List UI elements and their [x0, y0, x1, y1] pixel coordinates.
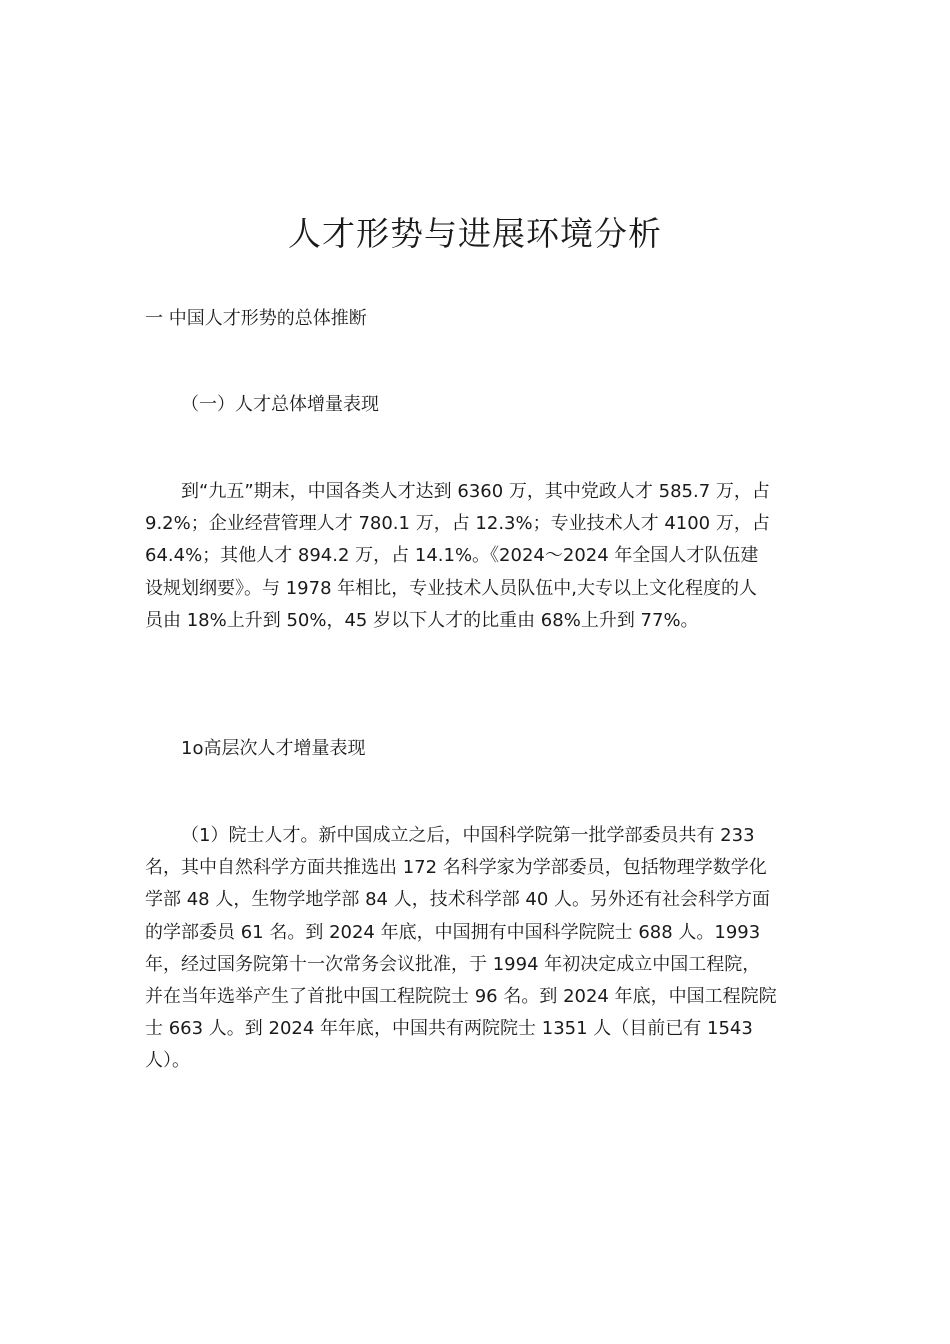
paragraph-line: 名，其中自然科学方面共推选出 172 名科学家为学部委员，包括物理学数学化	[145, 857, 767, 879]
paragraph-line: （1）院士人才。新中国成立之后，中国科学院第一批学部委员共有 233	[181, 825, 755, 846]
paragraph-line: 人）。	[145, 1050, 190, 1072]
body-paragraph	[145, 476, 810, 637]
paragraph-line: 员由 18%上升到 50%，45 岁以下人才的比重由 68%上升到 77%。	[145, 609, 699, 631]
paragraph-line: 9.2%；企业经营管理人才 780.1 万，占 12.3%；专业技术人才 4100 万，占	[145, 513, 770, 535]
paragraph-line: 士 663 人。到 2024 年年底，中国共有两院院士 1351 人（目前已有 1543	[145, 1018, 753, 1040]
paragraph-line: 到“九五”期末，中国各类人才达到 6360 万，其中党政人才 585.7 万，占	[181, 481, 770, 502]
paragraph-line: 年，经过国务院第十一次常务会议批准，于 1994 年初决定成立中国工程院，	[145, 953, 761, 975]
paragraph-line: 设规划纲要》。与 1978 年相比，专业技术人员队伍中,大专以上文化程度的人	[145, 577, 757, 599]
paragraph-line: 64.4%；其他人才 894.2 万，占 14.1%。《2024～2024 年全国人才队伍建	[145, 545, 759, 567]
paragraph-line: 并在当年选举产生了首批中国工程院院士 96 名。到 2024 年底，中国工程院院	[145, 986, 777, 1008]
document-title: 人才形势与进展环境分析	[288, 214, 662, 253]
body-paragraph	[145, 820, 810, 1078]
paragraph-line: 的学部委员 61 名。到 2024 年底，中国拥有中国科学院院士 688 人。1993	[145, 921, 761, 943]
section-heading: 一 中国人才形势的总体推断	[145, 308, 367, 329]
paragraph-line: 学部 48 人，生物学地学部 84 人，技术科学部 40 人。另外还有社会科学方面	[145, 889, 771, 911]
subsection-heading: （一）人才总体增量表现	[181, 394, 379, 415]
subsection-heading: 1o高层次人才增量表现	[181, 738, 366, 759]
